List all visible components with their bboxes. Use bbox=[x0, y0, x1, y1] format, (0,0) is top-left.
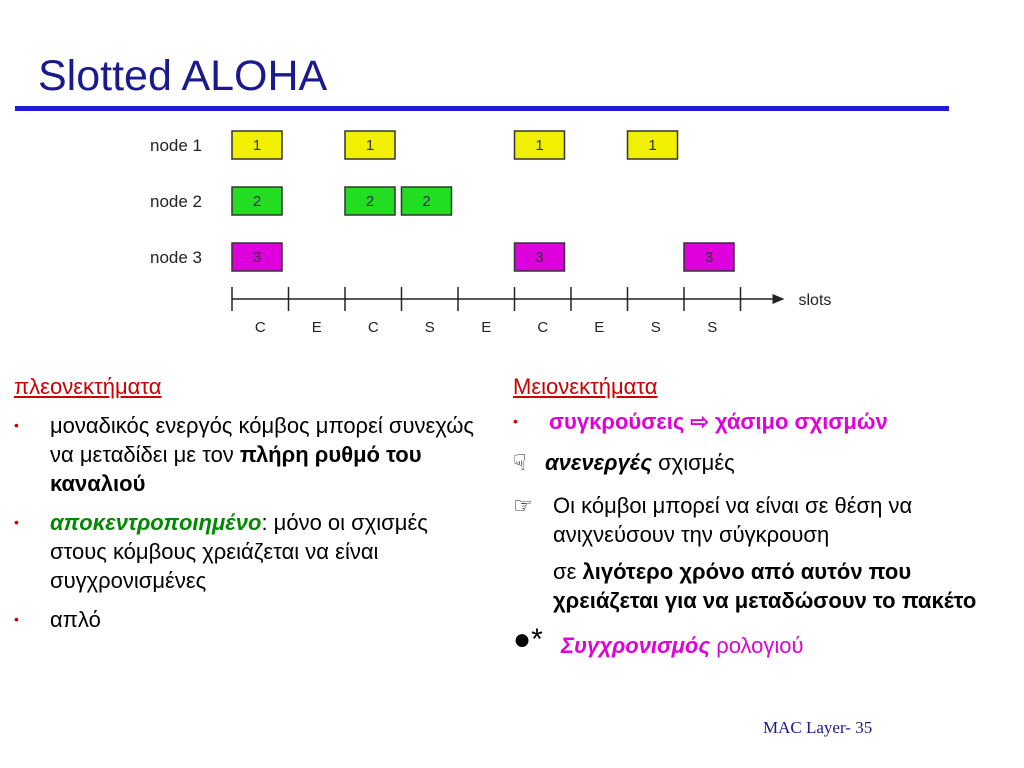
advantage-item-1 bbox=[14, 411, 484, 498]
disadvantage-item-2 bbox=[513, 448, 1018, 477]
disadvantages-column bbox=[513, 372, 1018, 660]
disadvantages-heading: Μειονεκτήματα bbox=[513, 374, 658, 399]
thumbs-down-icon: ☟ bbox=[513, 450, 527, 475]
node-row bbox=[150, 131, 678, 159]
node-rows bbox=[150, 131, 734, 271]
frame-label: 1 bbox=[535, 137, 544, 154]
slot-outcome-label: E bbox=[481, 319, 492, 336]
disadvantage-item-4 bbox=[513, 623, 1018, 660]
frame-label: 1 bbox=[365, 137, 375, 154]
slot-outcome-label: C bbox=[537, 319, 549, 336]
bullet-dot: • bbox=[513, 413, 518, 429]
disadvantage-1-b: χάσιμο σχισμών bbox=[714, 409, 888, 434]
bullet-dot: • bbox=[14, 514, 19, 530]
disadvantage-item-1 bbox=[513, 407, 1018, 436]
disadvantage-3-subitem bbox=[513, 557, 1018, 615]
slot-outcome-label: C bbox=[367, 319, 379, 336]
bomb-icon: ●* bbox=[513, 623, 543, 656]
advantage-item-3 bbox=[14, 605, 484, 634]
disadvantage-1-a: συγκρούσεις bbox=[549, 409, 685, 434]
slot-outcome-label: E bbox=[311, 319, 322, 336]
node-row bbox=[150, 243, 734, 271]
disadvantage-4-text: ρολογιού bbox=[716, 633, 804, 658]
node-label: node 3 bbox=[150, 248, 202, 267]
frame-label: 3 bbox=[704, 249, 714, 266]
bullet-dot: • bbox=[14, 611, 19, 627]
disadvantage-item-3 bbox=[513, 491, 1018, 549]
disadvantage-2-emph: ανενεργές bbox=[545, 450, 652, 475]
frame-label: 1 bbox=[648, 137, 657, 154]
advantage-item-2 bbox=[14, 508, 484, 595]
pointing-hand-icon: ☞ bbox=[513, 493, 533, 518]
advantage-3-text: απλό bbox=[50, 607, 101, 632]
slot-axis bbox=[232, 287, 831, 336]
advantage-2-text: : μόνο οι σχισμές στους κόμβους χρειάζεται να είναι συγχρονισμένες bbox=[50, 510, 428, 593]
frame-label: 3 bbox=[252, 249, 262, 266]
right-arrow-icon: ⇨ bbox=[690, 409, 709, 434]
node-row bbox=[150, 187, 452, 215]
advantages-column bbox=[14, 372, 484, 634]
slide-title: Slotted ALOHA bbox=[38, 52, 328, 100]
slot-outcome-label: S bbox=[650, 319, 661, 336]
slotted-aloha-diagram bbox=[0, 0, 1024, 360]
frame-label: 2 bbox=[252, 193, 262, 210]
disadvantage-3-text: Οι κόμβοι μπορεί να είναι σε θέση να ανιχνεύσουν την σύγκρουση bbox=[553, 493, 913, 547]
node-label: node 1 bbox=[150, 136, 202, 155]
subitem-prefix: σε bbox=[553, 559, 583, 584]
slide-footer: MAC Layer- 35 bbox=[763, 718, 873, 737]
advantage-1-bold: πλήρη ρυθμό του καναλιού bbox=[50, 442, 422, 496]
frame-label: 2 bbox=[365, 193, 375, 210]
frame-label: 2 bbox=[422, 193, 431, 210]
advantages-heading: πλεονεκτήματα bbox=[14, 374, 162, 399]
node-label: node 2 bbox=[150, 192, 202, 211]
subitem-bold: λιγότερο χρόνο από αυτόν που χρειάζεται για να μεταδώσουν το πακέτο bbox=[553, 559, 977, 613]
slot-outcome-label: E bbox=[594, 319, 605, 336]
axis-arrow-icon bbox=[773, 294, 785, 304]
slot-outcome-label: S bbox=[424, 319, 435, 336]
frame-label: 3 bbox=[535, 249, 544, 266]
disadvantage-4-emph: Συγχρονισμός bbox=[561, 633, 711, 658]
slot-outcome-label: C bbox=[254, 319, 266, 336]
axis-label: slots bbox=[798, 292, 832, 309]
bullet-dot: • bbox=[14, 417, 19, 433]
advantage-1-text: μοναδικός ενεργός κόμβος μπορεί συνεχώς να μεταδίδει με τον bbox=[50, 413, 475, 467]
frame-label: 1 bbox=[252, 137, 262, 154]
advantage-2-emph: αποκεντροποιημένο bbox=[50, 510, 262, 535]
slot-outcome-label: S bbox=[707, 319, 718, 336]
disadvantage-2-text: σχισμές bbox=[651, 450, 735, 475]
